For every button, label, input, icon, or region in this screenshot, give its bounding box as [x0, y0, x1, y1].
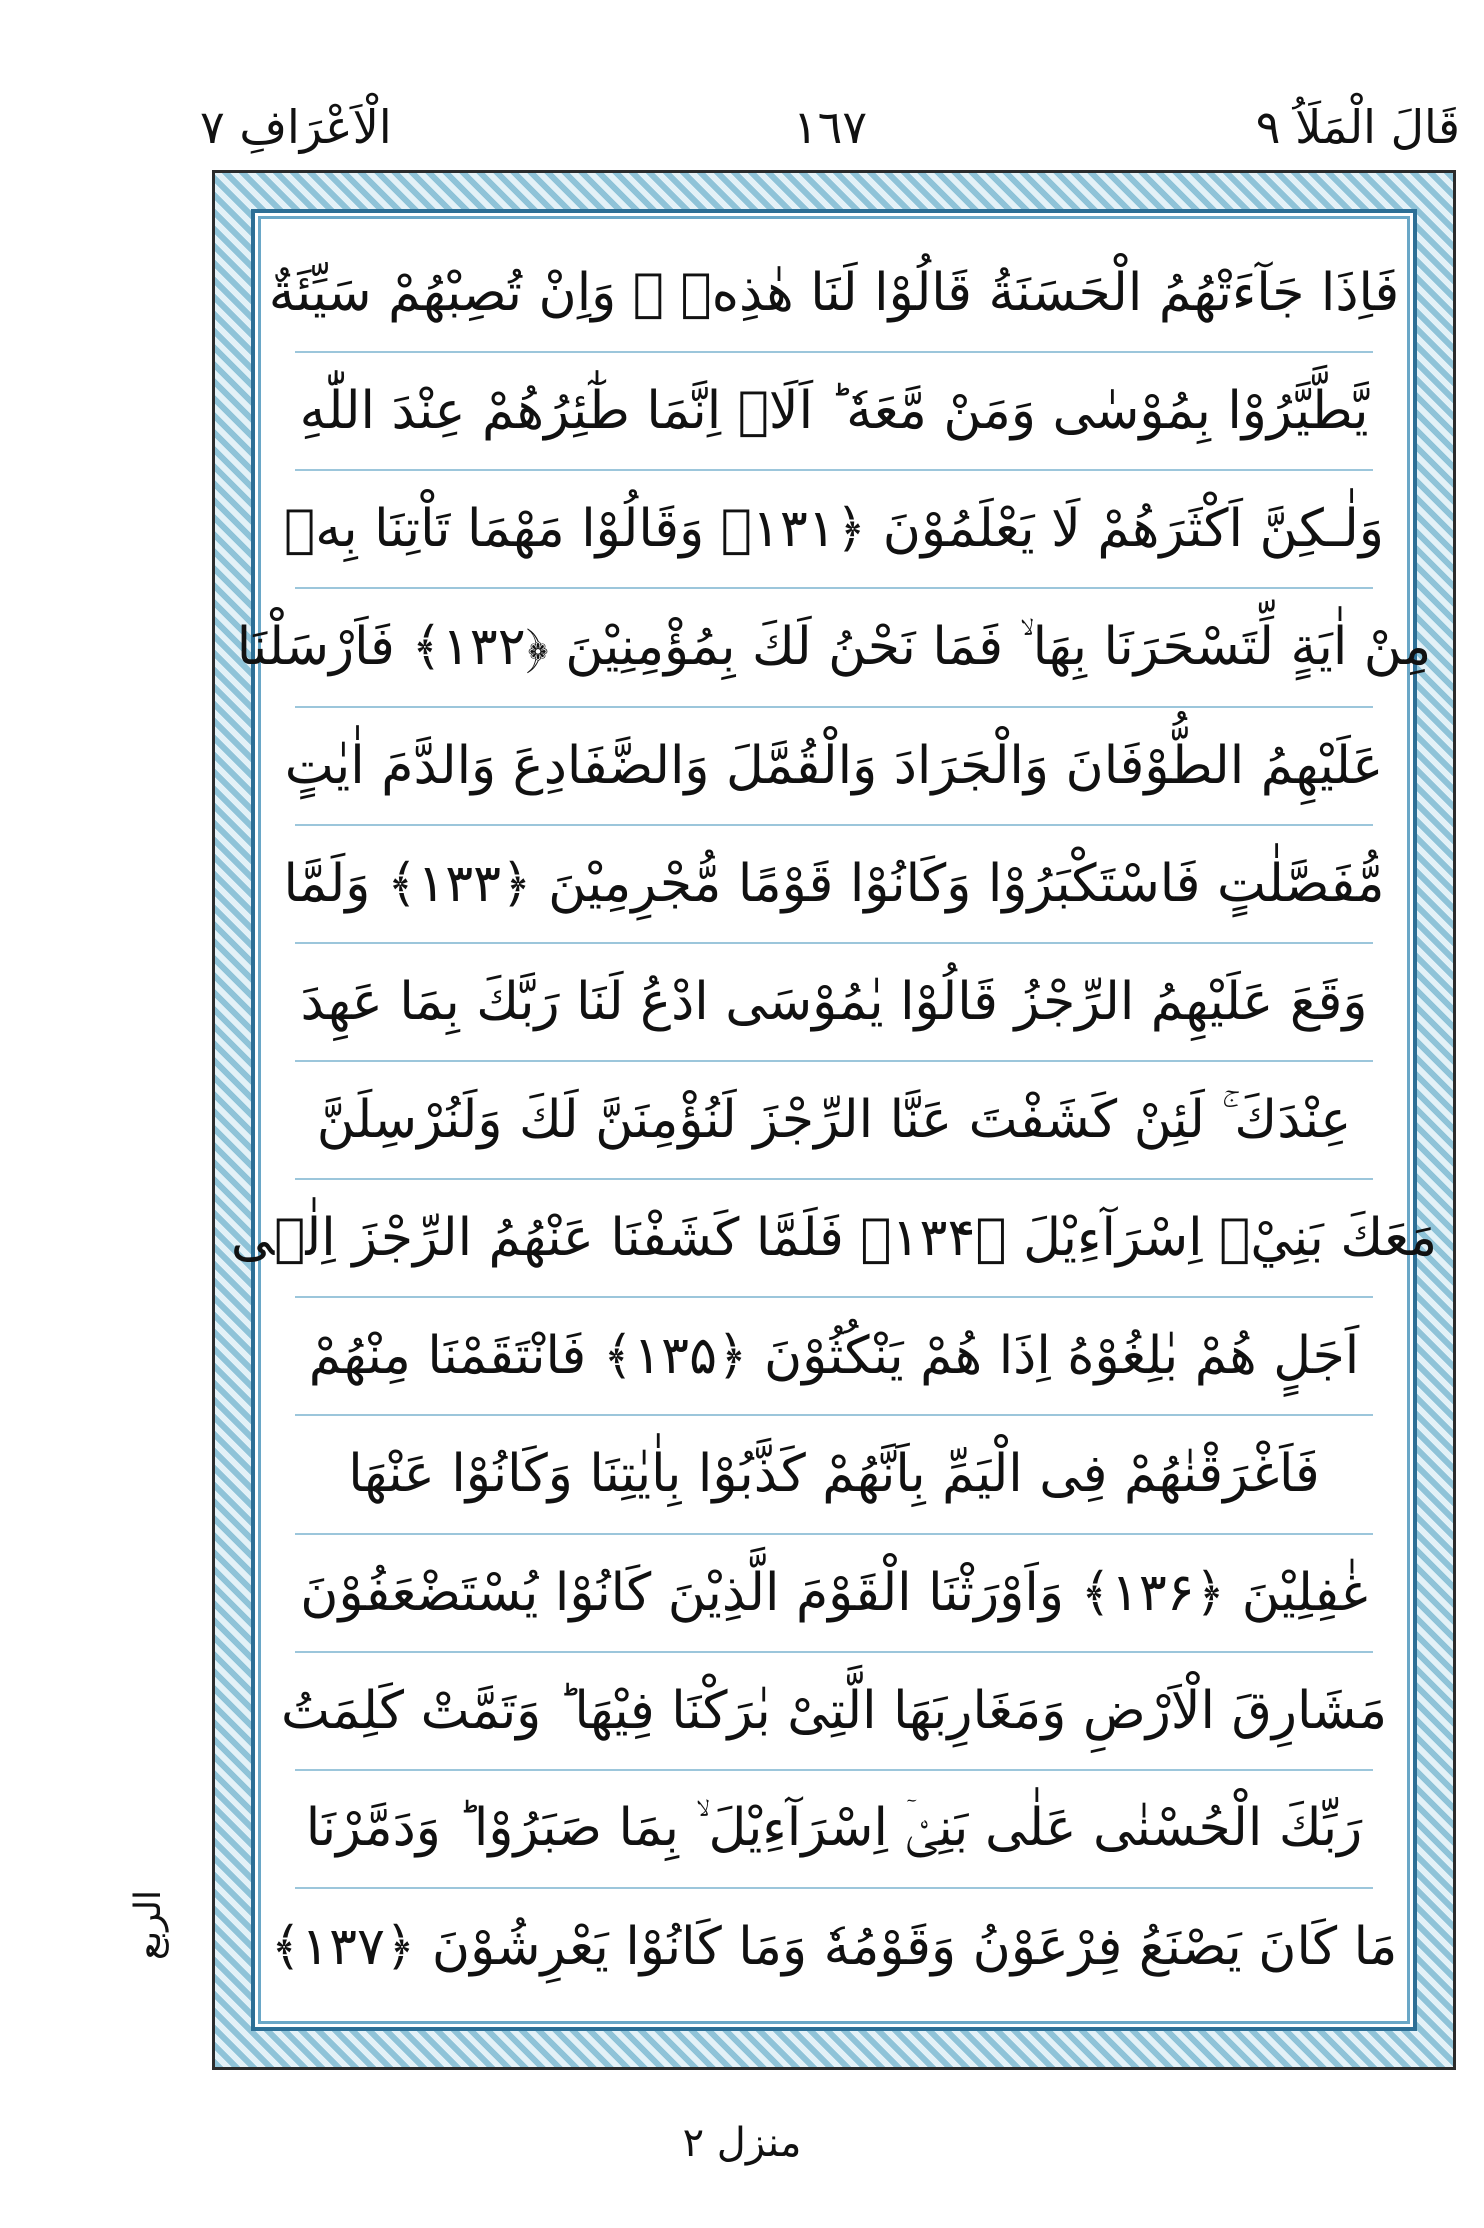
text-panel: [230, 209, 1438, 2031]
verse-line-2: يَّطَّيَّرُوْا بِمُوْسٰى وَمَنْ مَّعَهٗ ؕ اَلَاۤ اِنَّمَا طٰٓئِرُهُمْ عِنْدَ اللّٰهِ: [295, 353, 1373, 471]
verse-line-8: عِنْدَكَ ۚ لَئِنْ كَشَفْتَ عَنَّا الرِّجْزَ لَنُؤْمِنَنَّ لَكَ وَلَنُرْسِلَنَّ: [295, 1062, 1373, 1180]
surah-name: الْاَعْرَافِ ٧: [200, 100, 392, 154]
page-header: [200, 100, 1460, 170]
verse-lines: [230, 235, 1438, 2005]
verse-line-10: اَجَلٍ هُمْ بٰلِغُوْهُ اِذَا هُمْ يَنْكُثُوْنَ ﴿۱۳۵﴾ فَانْتَقَمْنَا مِنْهُمْ: [295, 1298, 1373, 1416]
verse-line-5: عَلَيْهِمُ الطُّوْفَانَ وَالْجَرَادَ وَالْقُمَّلَ وَالضَّفَادِعَ وَالدَّمَ اٰيٰتٍ: [295, 708, 1373, 826]
verse-line-14: رَبِّكَ الْحُسْنٰى عَلٰى بَنِىْۤ اِسْرَآءِيْلَ ۙ بِمَا صَبَرُوْا ؕ وَدَمَّرْنَا: [295, 1771, 1373, 1889]
verse-line-13: مَشَارِقَ الْاَرْضِ وَمَغَارِبَهَا الَّتِىْ بٰرَكْنَا فِيْهَا ؕ وَتَمَّتْ كَلِمَتُ: [295, 1653, 1373, 1771]
decorative-border: [212, 170, 1456, 2070]
manzil-footer: منزل ٢: [682, 2120, 802, 2166]
verse-line-3: وَلٰـكِنَّ اَكْثَرَهُمْ لَا يَعْلَمُوْنَ ﴿۱۳۱﴾ وَقَالُوْا مَهْمَا تَاْتِنَا بِهٖ: [295, 471, 1373, 589]
verse-line-9: مَعَكَ بَنِيْۤ اِسْرَآءِيْلَ ﴿۱۳۴﴾ فَلَمَّا كَشَفْنَا عَنْهُمُ الرِّجْزَ اِلٰۤى: [295, 1180, 1373, 1298]
juz-name: قَالَ الْمَلَاُ ٩: [1255, 100, 1460, 154]
verse-line-11: فَاَغْرَقْنٰهُمْ فِى الْيَمِّ بِاَنَّهُمْ كَذَّبُوْا بِاٰيٰتِنَا وَكَانُوْا عَنْهَا: [295, 1416, 1373, 1534]
verse-line-1: فَاِذَا جَآءَتْهُمُ الْحَسَنَةُ قَالُوْا لَنَا هٰذِهٖ ۚ وَاِنْ تُصِبْهُمْ سَيِّئَةٌ: [295, 235, 1373, 353]
verse-line-12: غٰفِلِيْنَ ﴿۱۳۶﴾ وَاَوْرَثْنَا الْقَوْمَ الَّذِيْنَ كَانُوْا يُسْتَضْعَفُوْنَ: [295, 1535, 1373, 1653]
page-number: ١٦٧: [792, 100, 868, 154]
verse-line-4: مِنْ اٰيَةٍ لِّتَسْحَرَنَا بِهَا ۙ فَمَا نَحْنُ لَكَ بِمُؤْمِنِيْنَ ﴿۱۳۲﴾ فَاَرْسَلْنَا: [295, 589, 1373, 707]
verse-line-6: مُّفَصَّلٰتٍ فَاسْتَكْبَرُوْا وَكَانُوْا قَوْمًا مُّجْرِمِيْنَ ﴿۱۳۳﴾ وَلَمَّا: [295, 826, 1373, 944]
verse-line-7: وَقَعَ عَلَيْهِمُ الرِّجْزُ قَالُوْا يٰمُوْسَى ادْعُ لَنَا رَبَّكَ بِمَا عَهِدَ: [295, 944, 1373, 1062]
rub-marker: الربع: [128, 1890, 169, 1961]
verse-line-15: مَا كَانَ يَصْنَعُ فِرْعَوْنُ وَقَوْمُهٗ وَمَا كَانُوْا يَعْرِشُوْنَ ﴿۱۳۷﴾: [270, 1917, 1398, 1978]
